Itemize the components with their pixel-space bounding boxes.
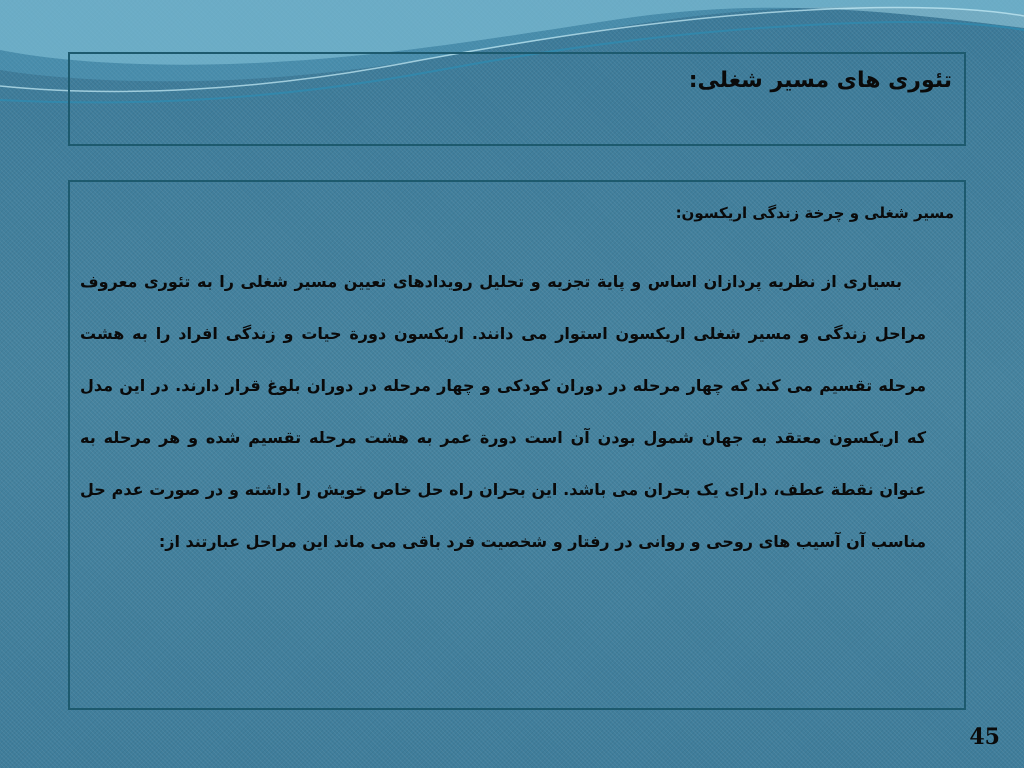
body-paragraph: بسیاری از نظریه پردازان اساس و پایة تجزیه و تحلیل رویدادهای تعیین مسیر شغلی را به تئوری معروف مراحل زندگی و مسیر شغلی اریکسون استوار می دانند. اریکسون دورة حیات و زندگی افراد را به هشت مرحله تقسیم می کند که چهار مرحله در دوران کودکی و چهار مرحله در دوران بلوغ قرار دارند. در این مدل که اریکسون معتقد به جهان شمول بودن آن است دورة عمر به هشت مرحله تقسیم شده و هر مرحله به عنوان نقطة عطف، دارای یک بحران می باشد. این بحران راه حل خاص خویش را داشته و در صورت عدم حل مناسب آن آسیب های روحی و روانی در رفتار و شخصیت فرد باقی می ماند این مراحل عبارتند از: (80, 272, 926, 551)
slide-title: تئوری های مسیر شغلی: (688, 68, 952, 93)
content-frame (68, 180, 966, 710)
title-frame (68, 52, 966, 146)
page-number: 45 (969, 724, 1000, 750)
section-subheading: مسیر شغلی و چرخة زندگی اریکسون: (675, 204, 954, 222)
